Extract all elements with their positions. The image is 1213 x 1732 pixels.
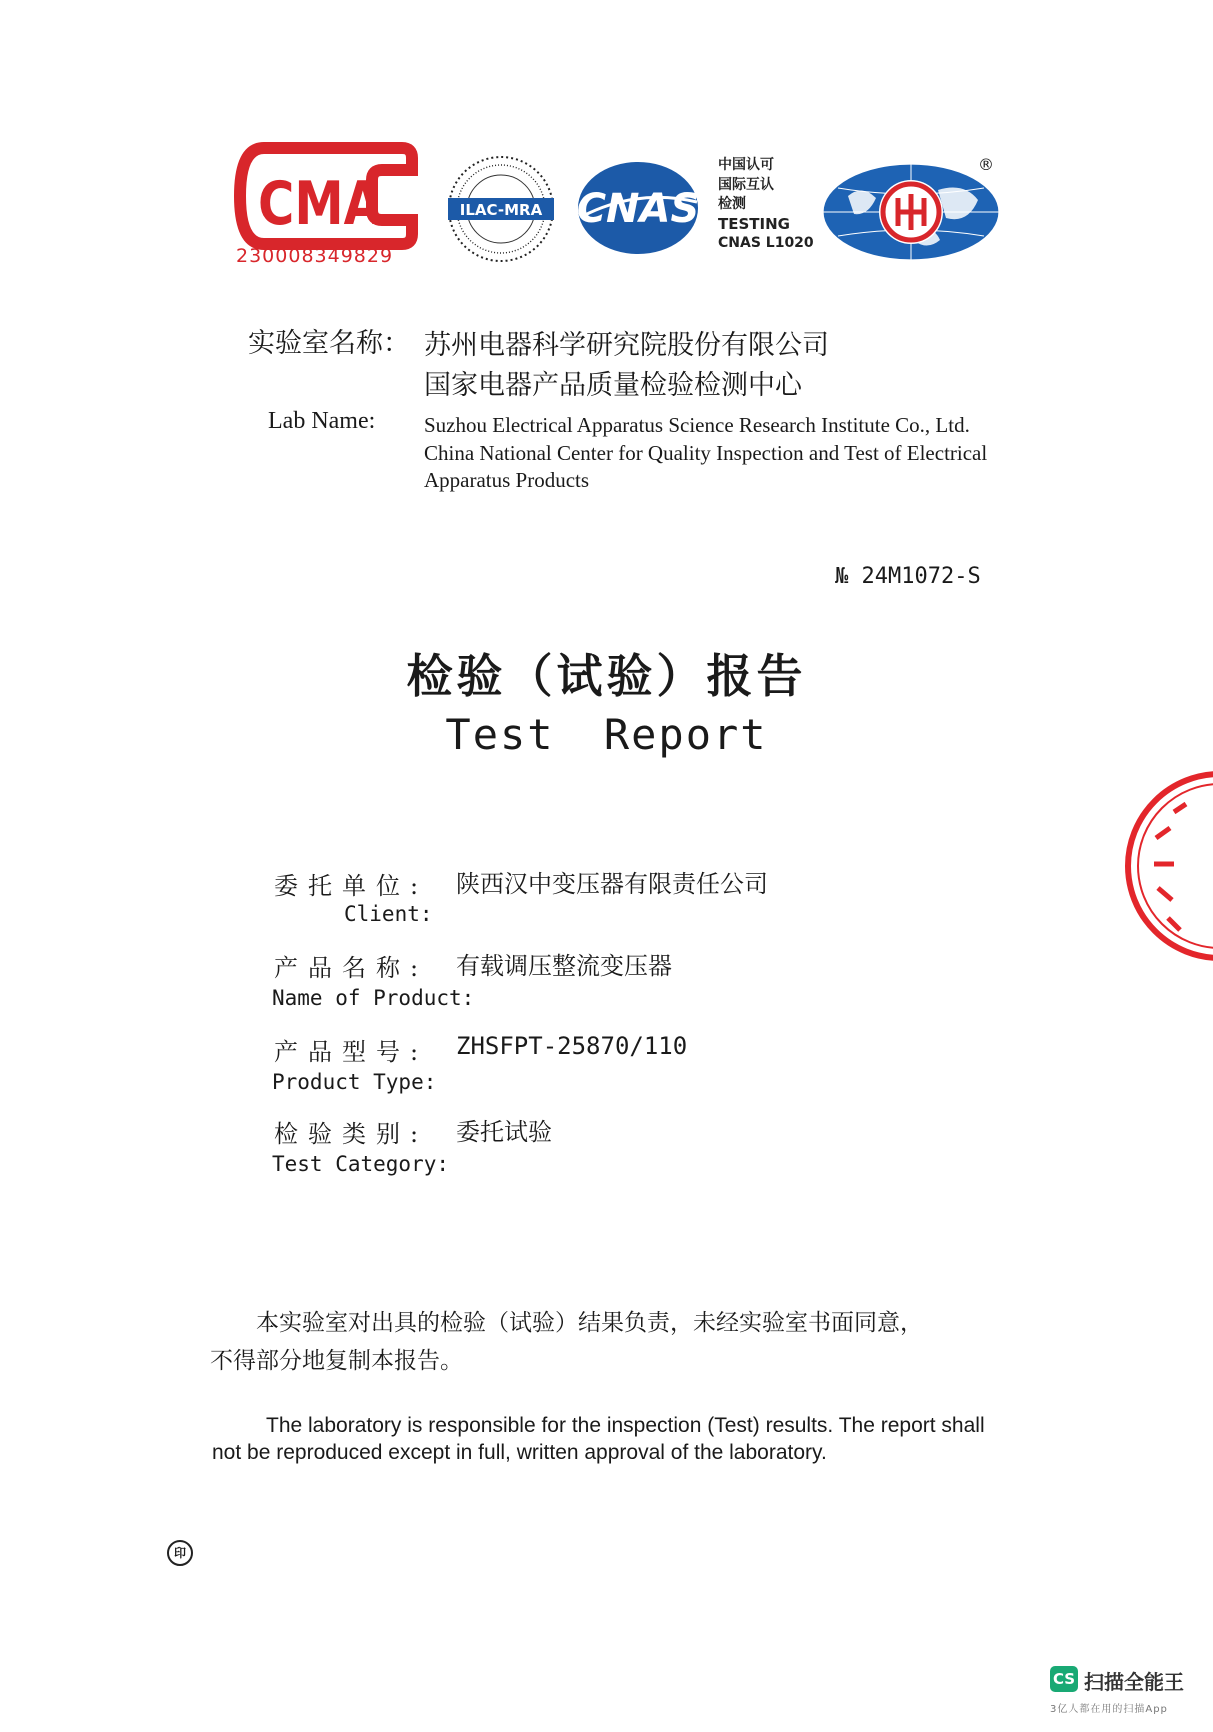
cnas-accreditation-text bbox=[718, 156, 828, 254]
registered-mark: ® bbox=[978, 155, 994, 174]
print-mark-icon: 印 bbox=[167, 1540, 193, 1566]
cnas-line: CNAS L1020 bbox=[718, 235, 814, 251]
product-name-value: 有载调压整流变压器 bbox=[456, 952, 672, 980]
lab-name-label-en: Lab Name: bbox=[268, 408, 376, 434]
product-name-label-en: Name of Product: bbox=[272, 986, 475, 1010]
globe-logo bbox=[818, 160, 1004, 264]
disclaimer-cn bbox=[210, 1304, 1010, 1380]
cnas-line: 国际互认 bbox=[718, 176, 774, 193]
ilac-text: ILAC-MRA bbox=[459, 201, 543, 219]
test-category-value: 委托试验 bbox=[456, 1118, 552, 1146]
camscanner-name: 扫描全能王 bbox=[1084, 1670, 1184, 1694]
title-en: Test Report bbox=[445, 710, 768, 759]
test-category-label-en: Test Category: bbox=[272, 1152, 450, 1176]
test-category-label-cn: 检验类别: bbox=[274, 1120, 429, 1148]
report-number: № 24M1072-S bbox=[835, 564, 981, 589]
cnas-text: CNAS bbox=[576, 186, 700, 232]
lab-name-en-line: Apparatus Products bbox=[424, 468, 590, 492]
disclaimer-cn-line: 不得部分地复制本报告。 bbox=[210, 1348, 463, 1374]
disclaimer-cn-line: 本实验室对出具的检验（试验）结果负责，未经实验室书面同意， bbox=[256, 1310, 923, 1336]
lab-name-cn-line: 苏州电器科学研究院股份有限公司 bbox=[424, 330, 829, 361]
cnas-line: 检测 bbox=[718, 196, 746, 212]
lab-name-cn-line: 国家电器产品质量检验检测中心 bbox=[424, 370, 802, 401]
lab-name-cn bbox=[424, 326, 829, 406]
client-label-en: Client: bbox=[344, 902, 433, 926]
cnas-line: TESTING bbox=[718, 214, 790, 233]
cma-logo bbox=[232, 140, 418, 265]
ilac-mra-logo bbox=[446, 150, 556, 268]
client-value: 陕西汉中变压器有限责任公司 bbox=[456, 870, 768, 898]
product-type-value: ZHSFPT-25870/110 bbox=[456, 1032, 688, 1060]
red-seal-stamp bbox=[1070, 768, 1213, 964]
product-type-label-en: Product Type: bbox=[272, 1070, 437, 1094]
camscanner-logo-icon: CS bbox=[1050, 1666, 1078, 1692]
camscanner-tagline: 3亿人都在用的扫描App bbox=[1050, 1704, 1168, 1715]
lab-name-en-line: China National Center for Quality Inspection and Test of Electrical bbox=[424, 440, 988, 465]
lab-name-en-line: Suzhou Electrical Apparatus Science Research Institute Co., Ltd. bbox=[424, 413, 970, 437]
product-type-label-cn: 产品型号: bbox=[274, 1038, 429, 1066]
lab-name-en bbox=[424, 412, 987, 495]
cnas-line: 中国认可 bbox=[718, 157, 774, 173]
disclaimer-en bbox=[212, 1412, 1032, 1466]
client-label-cn: 委托单位: bbox=[274, 872, 429, 900]
cma-text: CMA bbox=[258, 169, 383, 239]
title-cn: 检验（试验）报告 bbox=[406, 649, 807, 703]
product-name-label-cn: 产品名称: bbox=[274, 954, 429, 982]
cnas-logo bbox=[573, 158, 703, 258]
disclaimer-en-line: The laboratory is responsible for the inspection (Test) results. The report shall bbox=[266, 1414, 985, 1437]
cma-number: 230008349829 bbox=[236, 245, 394, 265]
lab-name-label-cn: 实验室名称： bbox=[248, 328, 410, 359]
disclaimer-en-line: not be reproduced except in full, written approval of the laboratory. bbox=[212, 1441, 827, 1464]
